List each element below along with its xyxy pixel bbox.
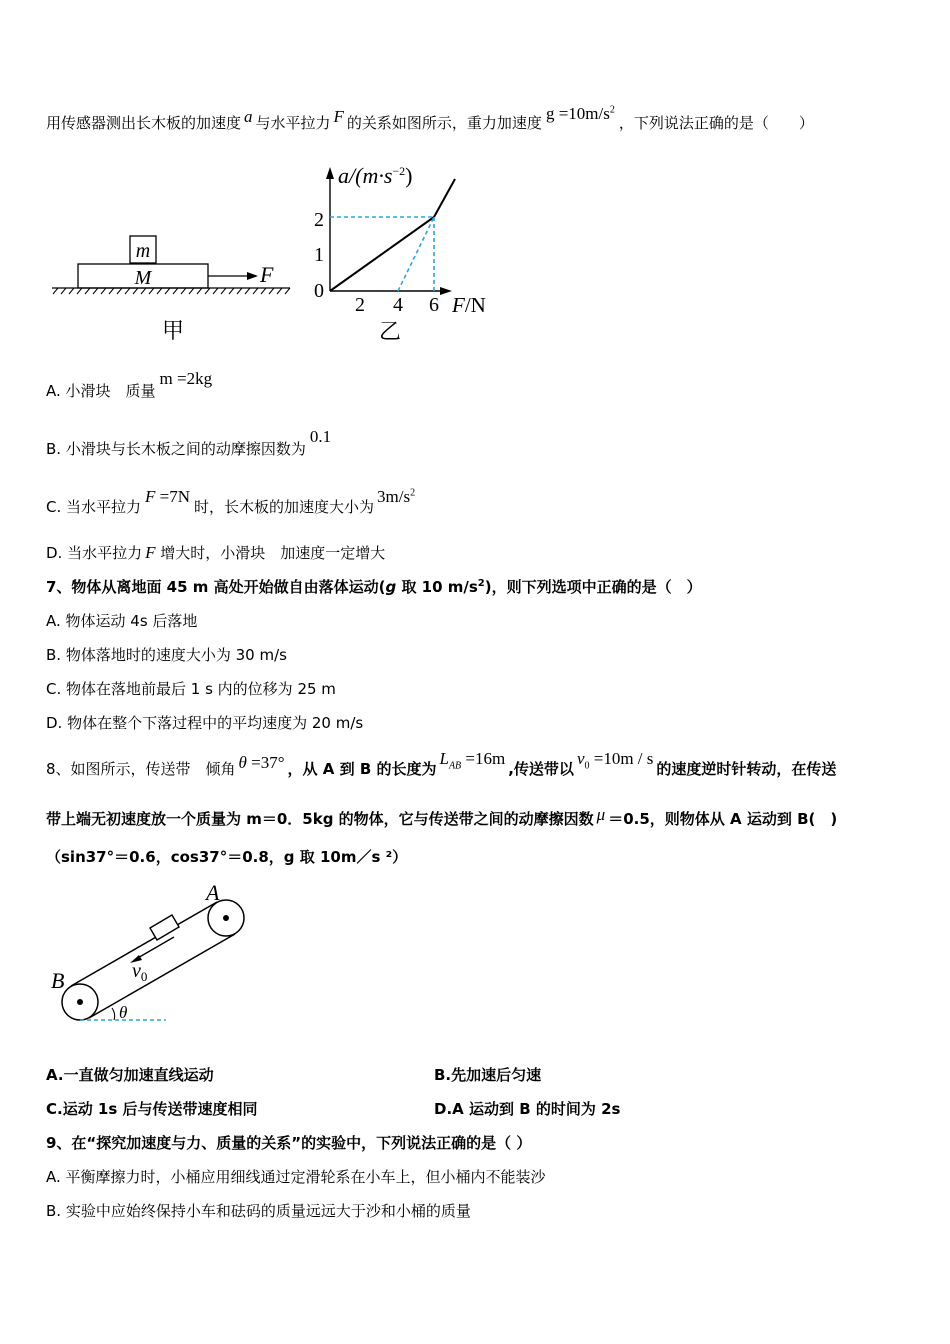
q6-stem-text4: ，下列说法正确的是（ ） — [618, 114, 814, 132]
q8-text-d: 的速度逆时针转动，在传送 — [656, 760, 837, 778]
belt-bottom — [89, 934, 235, 1018]
q8-text-a: 8、如图所示，传送带 倾角 — [46, 760, 236, 778]
q6-g-exp: 2 — [609, 104, 615, 116]
q6-option-b[interactable] — [46, 427, 332, 459]
y-tick-1: 1 — [314, 244, 324, 266]
q9-option-a[interactable] — [46, 1166, 546, 1187]
q8-option-b[interactable] — [434, 1064, 541, 1085]
q8-option-b-text: B.先加速后匀速 — [434, 1066, 542, 1084]
q8-option-c[interactable] — [46, 1098, 258, 1119]
q6-option-d[interactable] — [46, 542, 385, 563]
q7-g: g — [385, 578, 397, 596]
y-tick-2: 2 — [314, 209, 324, 231]
q8-L-expr: $L_{AB} =16m$ — [439, 749, 506, 772]
q8-option-d[interactable] — [434, 1098, 620, 1119]
x-tick-4: 4 — [393, 294, 403, 316]
q8-theta-expr: θ =37° — [238, 753, 285, 772]
x-axis-label: F/N — [452, 293, 486, 317]
q6-option-d-text2: 增大时，小滑块 加速度一定增大 — [155, 544, 386, 562]
q8-stem-line2 — [46, 805, 838, 829]
force-arrow-head — [247, 272, 258, 280]
pulley-A-axle — [223, 915, 229, 921]
angle-arc — [112, 1008, 115, 1020]
q7-option-a[interactable] — [46, 610, 197, 631]
q6-option-c-math1: F =7N — [145, 487, 191, 506]
q8-option-c-text: C.运动 1s 后与传送带速度相同 — [46, 1100, 258, 1118]
label-B: B — [51, 968, 65, 993]
block-on-belt — [150, 915, 179, 940]
q6-option-a-text: A. 小滑块 质量 — [46, 382, 156, 400]
q6-stem-text2: 与水平拉力 — [255, 114, 331, 132]
q7-option-c[interactable] — [46, 678, 336, 699]
q9-stem-text: 9、在“探究加速度与力、质量的关系”的实验中，下列说法正确的是（ ） — [46, 1134, 532, 1152]
q7-stem-text1: 7、物体从离地面 45 m 高处开始做自由落体运动( — [46, 578, 386, 596]
q8-v-expr: $v_0 =10m / s$ — [576, 749, 654, 772]
q6-sym-F: F — [333, 107, 344, 126]
q7-stem-text3: )，则下列选项中正确的是（ ） — [484, 578, 702, 596]
q9-stem — [46, 1132, 531, 1153]
x-tick-6: 6 — [429, 294, 439, 316]
q8-text-b: ，从 A 到 B 的长度为 — [287, 760, 437, 778]
q6-option-c-math2: $3m/s^2$ — [377, 487, 416, 506]
figure-conveyor — [46, 880, 266, 1030]
q6-stem — [46, 104, 814, 133]
q7-stem — [46, 576, 702, 597]
q6-option-c[interactable] — [46, 487, 416, 517]
q8-option-a-text: A.一直做匀加速直线运动 — [46, 1066, 214, 1084]
q6-stem-text1: 用传感器测出长木板的加速度 — [46, 114, 242, 132]
angle-label: θ — [119, 1003, 128, 1022]
q7-option-b[interactable] — [46, 644, 287, 665]
q7-exp: 2 — [477, 578, 485, 589]
pulley-B-axle — [77, 999, 83, 1005]
q6-g-value — [546, 104, 615, 123]
q6-stem-text3: 的关系如图所示，重力加速度 — [346, 114, 542, 132]
q7-option-b-text: B. 物体落地时的速度大小为 30 m/s — [46, 646, 287, 664]
figure-jia-caption: 甲 — [161, 319, 185, 344]
figure-jia — [48, 230, 298, 350]
small-block-label: m — [135, 240, 151, 262]
q8-mu: μ — [596, 805, 606, 824]
q9-option-b-text: B. 实验中应始终保持小车和砝码的质量远远大于沙和小桶的质量 — [46, 1202, 471, 1220]
x-axis-arrow — [440, 287, 452, 295]
y-tick-0: 0 — [314, 280, 324, 302]
q9-option-a-text: A. 平衡摩擦力时，小桶应用细线通过定滑轮系在小车上，但小桶内不能装沙 — [46, 1168, 546, 1186]
q6-sym-a: a — [244, 107, 253, 126]
q7-option-d[interactable] — [46, 712, 363, 733]
y-axis-label: $a/(m\cdot s^{-2})$ — [338, 163, 413, 188]
q8-text-e: 带上端无初速度放一个质量为 m＝0．5kg 的物体，它与传送带之间的动摩擦因数 — [46, 810, 594, 828]
q7-stem-text2: 取 10 m/s — [396, 578, 478, 596]
ground-hatching — [53, 288, 290, 294]
q8-text-f: ＝0.5，则物体从 A 运动到 B( ) — [608, 810, 838, 828]
q7-option-c-text: C. 物体在落地前最后 1 s 内的位移为 25 m — [46, 680, 336, 698]
long-board-label: M — [134, 267, 152, 289]
figure-yi-graph — [300, 155, 510, 345]
q7-option-d-text: D. 物体在整个下落过程中的平均速度为 20 m/s — [46, 714, 364, 732]
dashed-extension — [398, 217, 434, 291]
q6-option-c-text2: 时，长木板的加速度大小为 — [194, 498, 375, 516]
q6-option-d-math: F — [145, 543, 156, 562]
q7-option-a-text: A. 物体运动 4s 后落地 — [46, 612, 198, 630]
q6-option-b-math: 0.1 — [309, 427, 332, 446]
q6-option-d-text1: D. 当水平拉力 — [46, 544, 143, 562]
q8-option-d-text: D.A 运动到 B 的时间为 2s — [434, 1100, 621, 1118]
q6-option-b-text: B. 小滑块与长木板之间的动摩擦因数为 — [46, 440, 306, 458]
q6-g-expr: g =10m/s — [545, 104, 610, 123]
figure-yi-caption: 乙 — [378, 320, 402, 345]
q8-option-a[interactable] — [46, 1064, 214, 1085]
line-separate — [434, 179, 455, 217]
q8-text-c: ,传送带以 — [508, 760, 574, 778]
q6-option-a-math: m =2kg — [159, 369, 213, 388]
label-A: A — [206, 880, 220, 905]
q6-option-a[interactable] — [46, 369, 213, 401]
q8-text-g: （sin37°＝0.6，cos37°＝0.8，g 取 10m／s ²） — [46, 848, 408, 866]
y-axis-arrow — [326, 167, 334, 179]
v0-label: $v_0$ — [132, 960, 148, 984]
v0-arrow-shaft — [136, 937, 174, 959]
x-tick-2: 2 — [355, 294, 365, 316]
q8-stem-line1 — [46, 749, 837, 781]
q9-option-b[interactable] — [46, 1200, 471, 1221]
force-label: F — [260, 262, 274, 287]
q8-stem-line3 — [46, 846, 407, 867]
line-common — [330, 217, 434, 291]
q6-option-c-text1: C. 当水平拉力 — [46, 498, 142, 516]
